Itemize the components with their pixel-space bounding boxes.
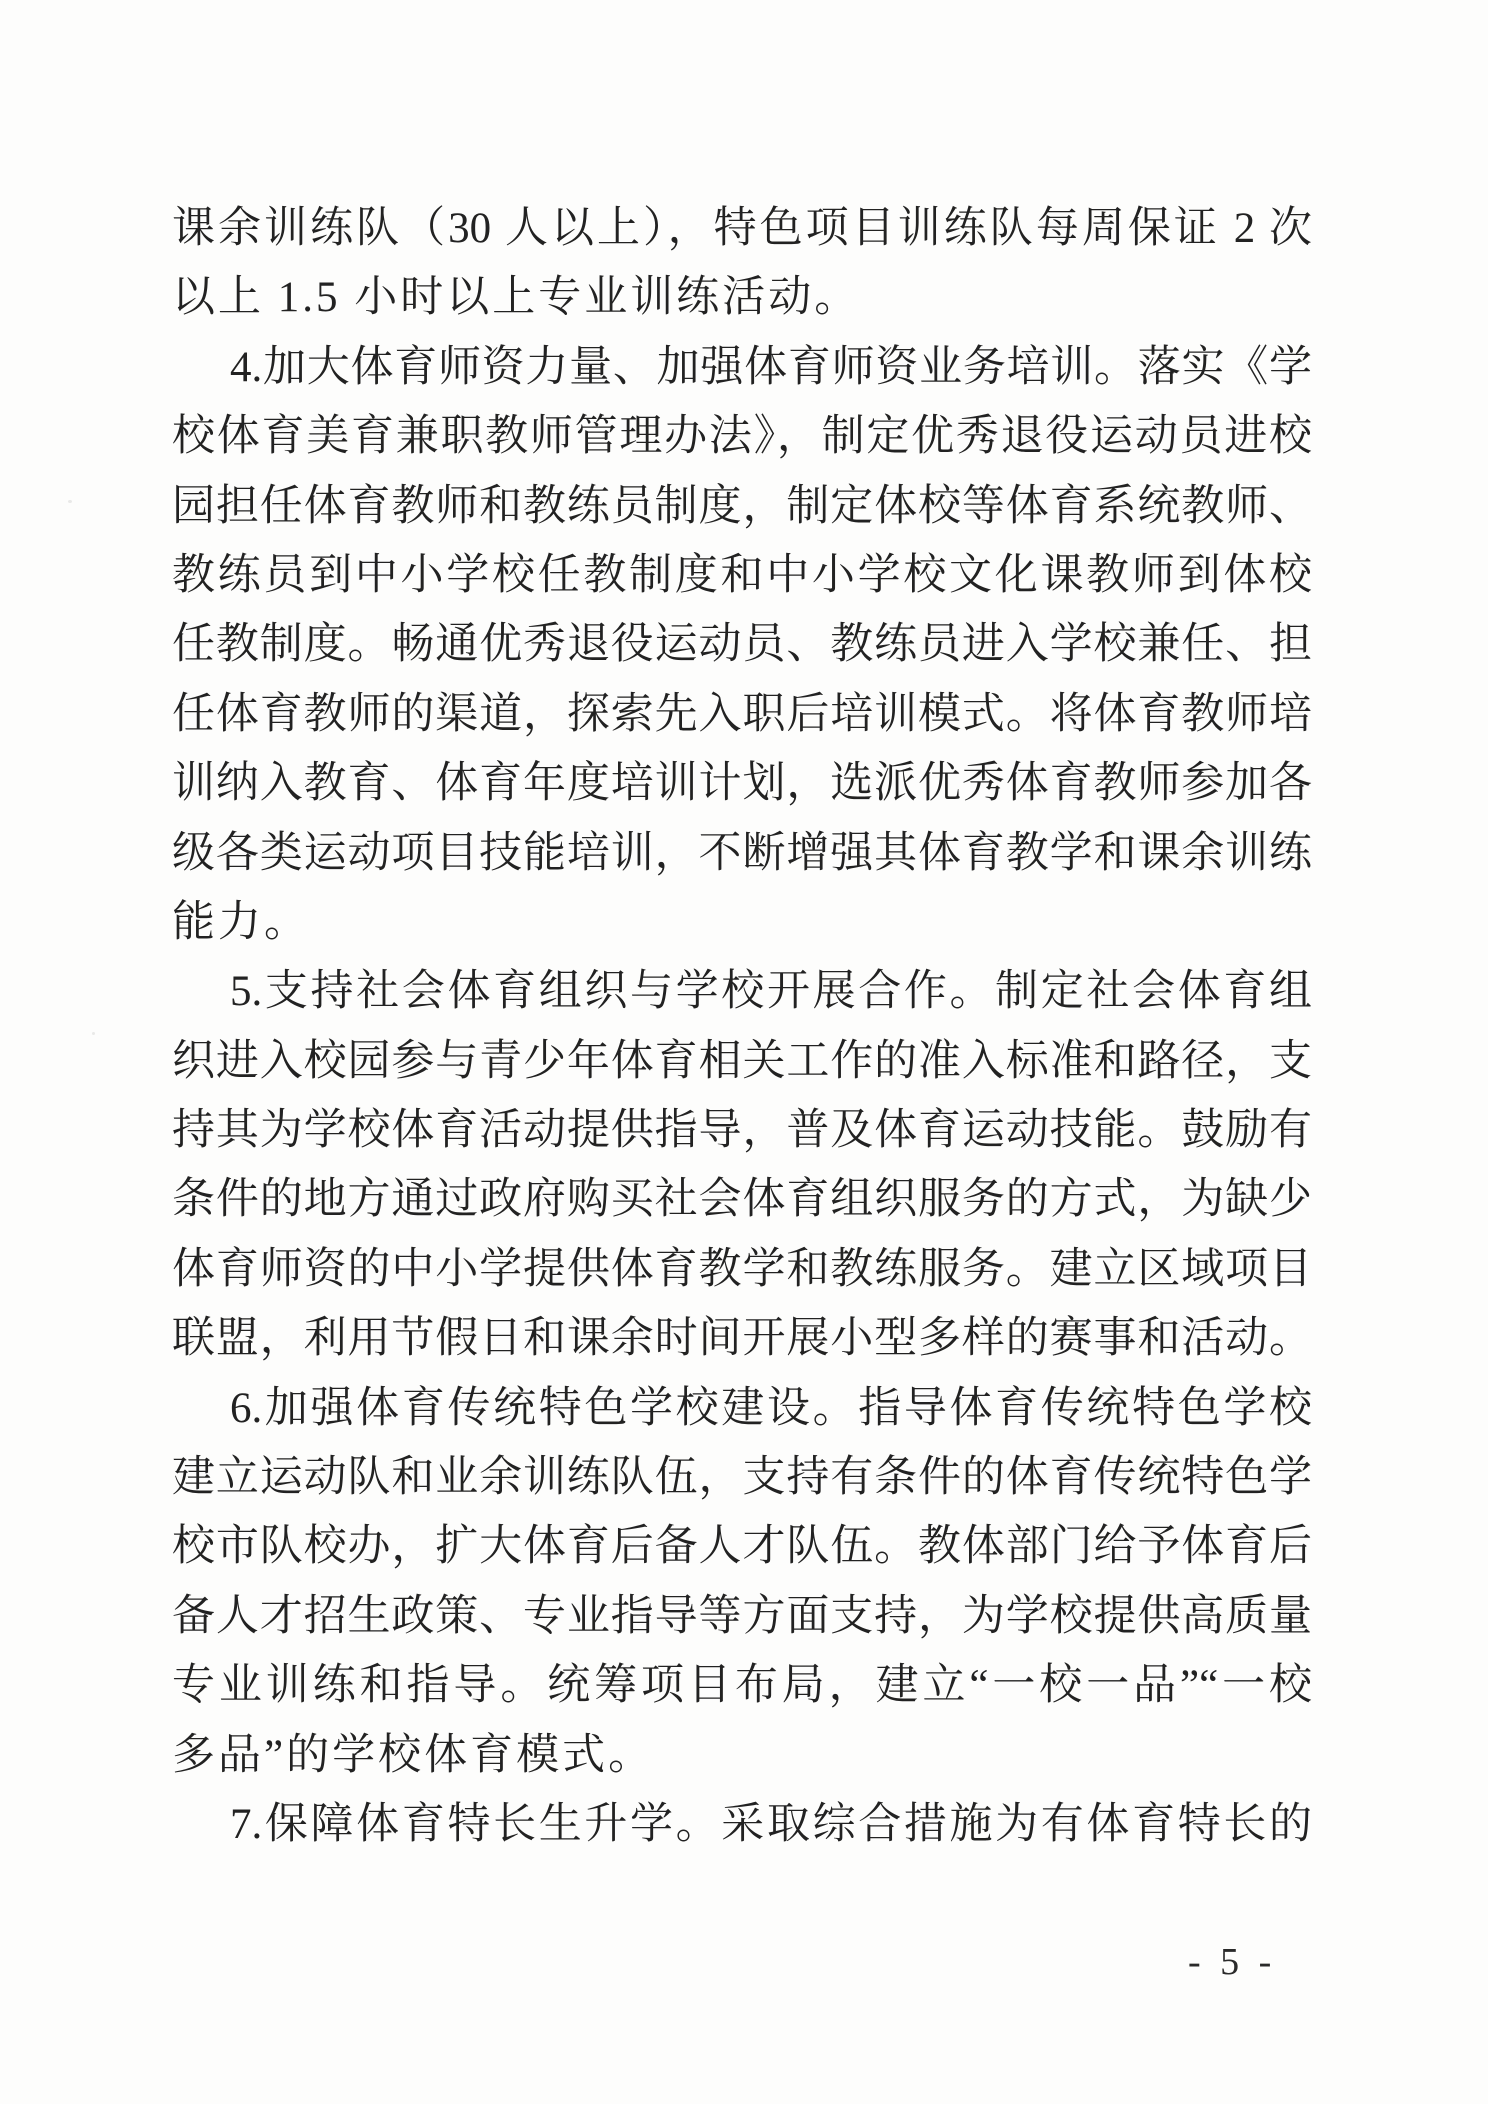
text-line: 5.支持社会体育组织与学校开展合作。制定社会体育组 (230, 968, 1312, 1016)
text-line: 园担任体育教师和教练员制度，制定体校等体育系统教师、 (172, 482, 1312, 530)
text-line: 任体育教师的渠道，探索先入职后培训模式。将体育教师培 (172, 690, 1312, 738)
text-line: 教练员到中小学校任教制度和中小学校文化课教师到体校 (172, 551, 1312, 599)
scan-speck (92, 1032, 95, 1035)
text-line: 织进入校园参与青少年体育相关工作的准入标准和路径，支 (172, 1037, 1312, 1085)
page-number: - 5 - (1188, 1941, 1277, 1983)
text-line: 持其为学校体育活动提供指导，普及体育运动技能。鼓励有 (172, 1107, 1312, 1155)
text-line: 能力。 (172, 898, 310, 946)
text-line: 专业训练和指导。统筹项目布局，建立“一校一品”“一校 (172, 1662, 1312, 1710)
text-line: 备人才招生政策、专业指导等方面支持，为学校提供高质量 (172, 1592, 1312, 1640)
text-line: 任教制度。畅通优秀退役运动员、教练员进入学校兼任、担 (172, 621, 1312, 669)
scan-speck (68, 500, 72, 503)
text-line: 建立运动队和业余训练队伍，支持有条件的体育传统特色学 (172, 1454, 1312, 1502)
text-line: 级各类运动项目技能培训，不断增强其体育教学和课余训练 (172, 829, 1312, 877)
text-line: 7.保障体育特长生升学。采取综合措施为有体育特长的 (230, 1800, 1312, 1848)
text-line: 体育师资的中小学提供体育教学和教练服务。建立区域项目 (172, 1245, 1312, 1293)
text-line: 校体育美育兼职教师管理办法》，制定优秀退役运动员进校 (172, 413, 1312, 461)
text-line: 6.加强体育传统特色学校建设。指导体育传统特色学校 (230, 1384, 1312, 1432)
text-line: 多品”的学校体育模式。 (172, 1731, 655, 1779)
text-line: 4.加大体育师资力量、加强体育师资业务培训。落实《学 (230, 343, 1312, 391)
text-line: 以上 1.5 小时以上专业训练活动。 (172, 274, 861, 322)
document-text (172, 194, 1312, 1859)
text-line: 训纳入教育、体育年度培训计划，选派优秀体育教师参加各 (172, 760, 1312, 808)
text-line: 校市队校办，扩大体育后备人才队伍。教体部门给予体育后 (172, 1523, 1312, 1571)
text-line: 条件的地方通过政府购买社会体育组织服务的方式，为缺少 (172, 1176, 1312, 1224)
text-line: 课余训练队（30 人以上），特色项目训练队每周保证 2 次 (172, 205, 1312, 252)
text-line: 联盟，利用节假日和课余时间开展小型多样的赛事和活动。 (172, 1315, 1312, 1363)
